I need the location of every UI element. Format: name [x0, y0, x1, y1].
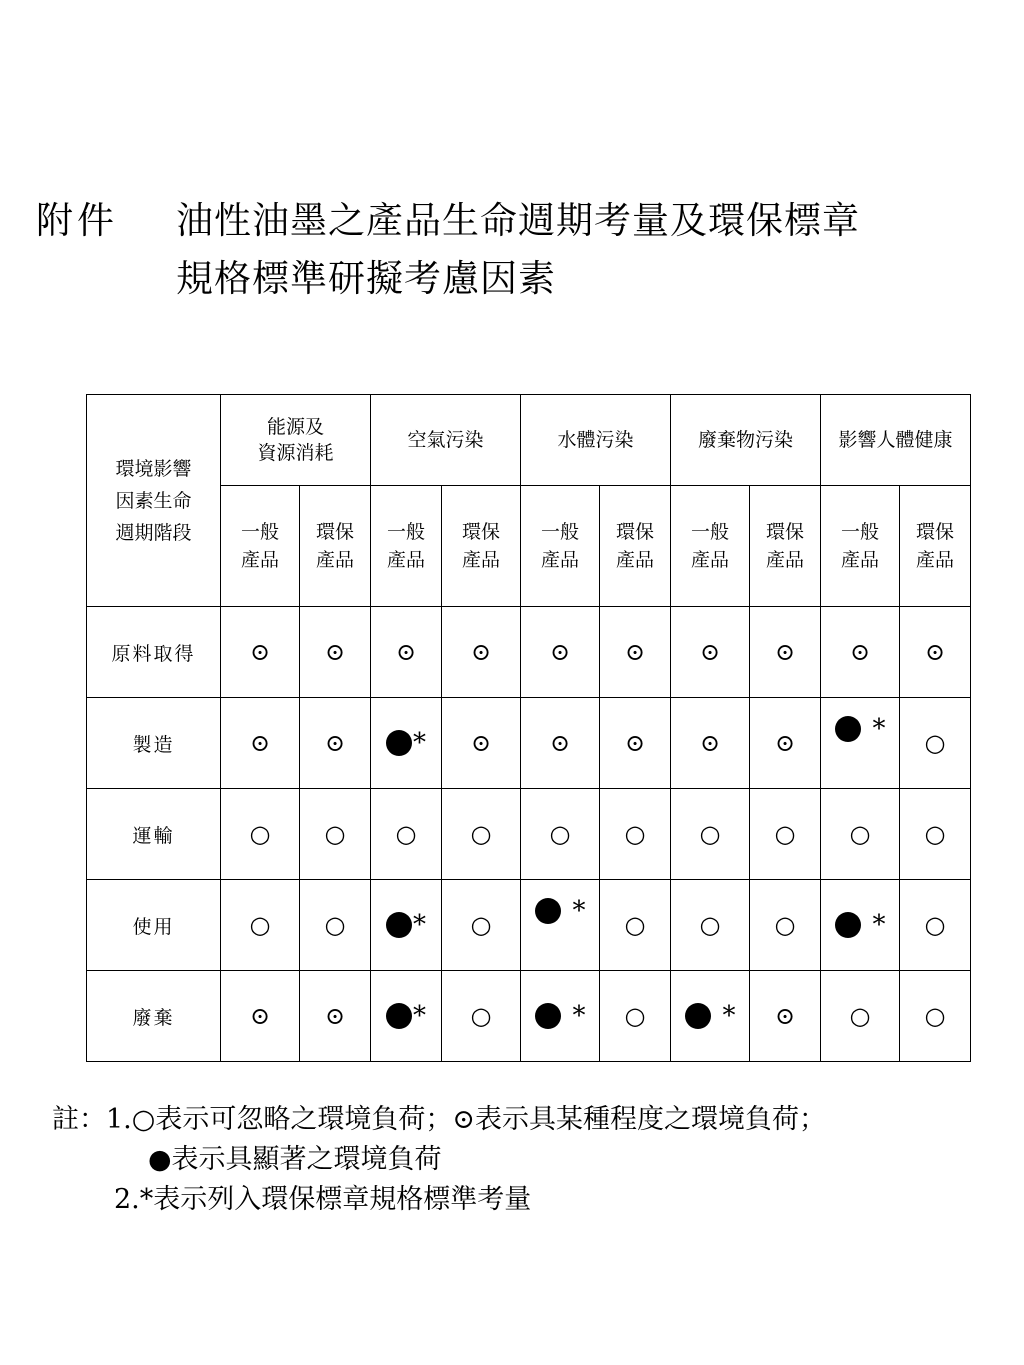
negligible-load-mark: ○: [821, 971, 900, 1062]
moderate-load-mark: ⊙: [300, 971, 371, 1062]
table-row: [87, 698, 971, 789]
negligible-load-mark: ○: [750, 789, 821, 880]
negligible-load-mark: ○: [221, 789, 300, 880]
group-header-water: 水體污染: [521, 395, 671, 486]
significant-load-mark: [521, 880, 600, 971]
asterisk-mark: *: [413, 910, 426, 940]
moderate-load-mark: ⊙: [300, 698, 371, 789]
moderate-load-mark: ⊙: [442, 607, 521, 698]
moderate-load-mark: ⊙: [821, 607, 900, 698]
filled-circle-icon: [535, 898, 561, 924]
asterisk-mark: *: [872, 910, 886, 940]
moderate-load-mark: ⊙: [300, 607, 371, 698]
negligible-load-mark: ○: [521, 789, 600, 880]
asterisk-mark: *: [413, 728, 426, 758]
note-2: 2.*表示列入環保標章規格標準考量: [114, 1184, 532, 1215]
subheader-general-product: 一般 產品: [221, 486, 300, 607]
negligible-load-mark: ○: [442, 789, 521, 880]
moderate-load-mark: ⊙: [750, 971, 821, 1062]
asterisk-mark: *: [413, 1001, 426, 1031]
significant-load-mark: [371, 971, 442, 1062]
negligible-load-mark: ○: [300, 880, 371, 971]
title-line-2: 規格標準研擬考慮因素: [176, 257, 556, 300]
filled-circle-icon: [386, 1003, 412, 1029]
table-row: [87, 880, 971, 971]
table-row: [87, 971, 971, 1062]
filled-circle-icon: [685, 1003, 711, 1029]
filled-circle-icon: [835, 912, 861, 938]
significant-load-mark: [371, 880, 442, 971]
asterisk-mark: *: [722, 1001, 736, 1031]
subheader-eco-product: 環保 產品: [900, 486, 971, 607]
moderate-load-mark: ⊙: [521, 607, 600, 698]
negligible-load-mark: ○: [300, 789, 371, 880]
moderate-load-mark: ⊙: [221, 698, 300, 789]
negligible-load-mark: ○: [671, 789, 750, 880]
moderate-load-mark: ⊙: [750, 698, 821, 789]
moderate-load-mark: ⊙: [442, 698, 521, 789]
negligible-load-mark: ○: [600, 880, 671, 971]
negligible-load-mark: ○: [900, 698, 971, 789]
negligible-load-mark: ○: [442, 880, 521, 971]
table-row: [87, 789, 971, 880]
subheader-general-product: 一般 產品: [521, 486, 600, 607]
significant-load-mark: [821, 698, 900, 789]
negligible-load-mark: ○: [821, 789, 900, 880]
moderate-load-mark: ⊙: [671, 698, 750, 789]
negligible-load-mark: ○: [900, 789, 971, 880]
subheader-eco-product: 環保 產品: [750, 486, 821, 607]
filled-circle-icon: [535, 1003, 561, 1029]
group-header-health: 影響人體健康: [821, 395, 971, 486]
significant-load-mark: [521, 971, 600, 1062]
stage-label: 製造: [87, 698, 221, 789]
moderate-load-mark: ⊙: [671, 607, 750, 698]
negligible-load-mark: ○: [600, 789, 671, 880]
significant-load-mark: [371, 698, 442, 789]
table-row: [87, 607, 971, 698]
moderate-load-mark: ⊙: [750, 607, 821, 698]
moderate-load-mark: ⊙: [900, 607, 971, 698]
title-label: 附件: [36, 199, 118, 242]
subheader-general-product: 一般 產品: [371, 486, 442, 607]
group-header-energy: 能源及 資源消耗: [221, 395, 371, 486]
subheader-general-product: 一般 產品: [671, 486, 750, 607]
filled-circle-icon: [386, 912, 412, 938]
note-1: 註：1.○表示可忽略之環境負荷；⊙表示具某種程度之環境負荷；: [52, 1104, 826, 1135]
asterisk-mark: *: [872, 714, 886, 744]
stage-label: 廢棄: [87, 971, 221, 1062]
asterisk-mark: *: [572, 896, 586, 926]
filled-circle-icon: [835, 716, 861, 742]
group-header-waste: 廢棄物污染: [671, 395, 821, 486]
stage-label: 使用: [87, 880, 221, 971]
subheader-eco-product: 環保 產品: [300, 486, 371, 607]
moderate-load-mark: ⊙: [521, 698, 600, 789]
stage-label: 原料取得: [87, 607, 221, 698]
moderate-load-mark: ⊙: [371, 607, 442, 698]
title-text: [176, 192, 1006, 308]
negligible-load-mark: ○: [221, 880, 300, 971]
significant-load-mark: [821, 880, 900, 971]
note-1-continued: ●表示具顯著之環境負荷: [148, 1144, 442, 1175]
lifecycle-matrix-table: [86, 394, 971, 1062]
moderate-load-mark: ⊙: [221, 971, 300, 1062]
stage-label: 運輸: [87, 789, 221, 880]
subheader-eco-product: 環保 產品: [442, 486, 521, 607]
negligible-load-mark: ○: [671, 880, 750, 971]
corner-header: 環境影響 因素生命 週期階段: [87, 395, 221, 607]
moderate-load-mark: ⊙: [221, 607, 300, 698]
negligible-load-mark: ○: [371, 789, 442, 880]
subheader-general-product: 一般 產品: [821, 486, 900, 607]
moderate-load-mark: ⊙: [600, 698, 671, 789]
significant-load-mark: [671, 971, 750, 1062]
negligible-load-mark: ○: [442, 971, 521, 1062]
title-line-1: 油性油墨之產品生命週期考量及環保標章: [176, 199, 860, 242]
negligible-load-mark: ○: [600, 971, 671, 1062]
moderate-load-mark: ⊙: [600, 607, 671, 698]
negligible-load-mark: ○: [900, 971, 971, 1062]
footnotes: [52, 1100, 1002, 1220]
filled-circle-icon: [386, 730, 412, 756]
asterisk-mark: *: [572, 1001, 586, 1031]
group-header-air: 空氣污染: [371, 395, 521, 486]
negligible-load-mark: ○: [900, 880, 971, 971]
negligible-load-mark: ○: [750, 880, 821, 971]
subheader-eco-product: 環保 產品: [600, 486, 671, 607]
